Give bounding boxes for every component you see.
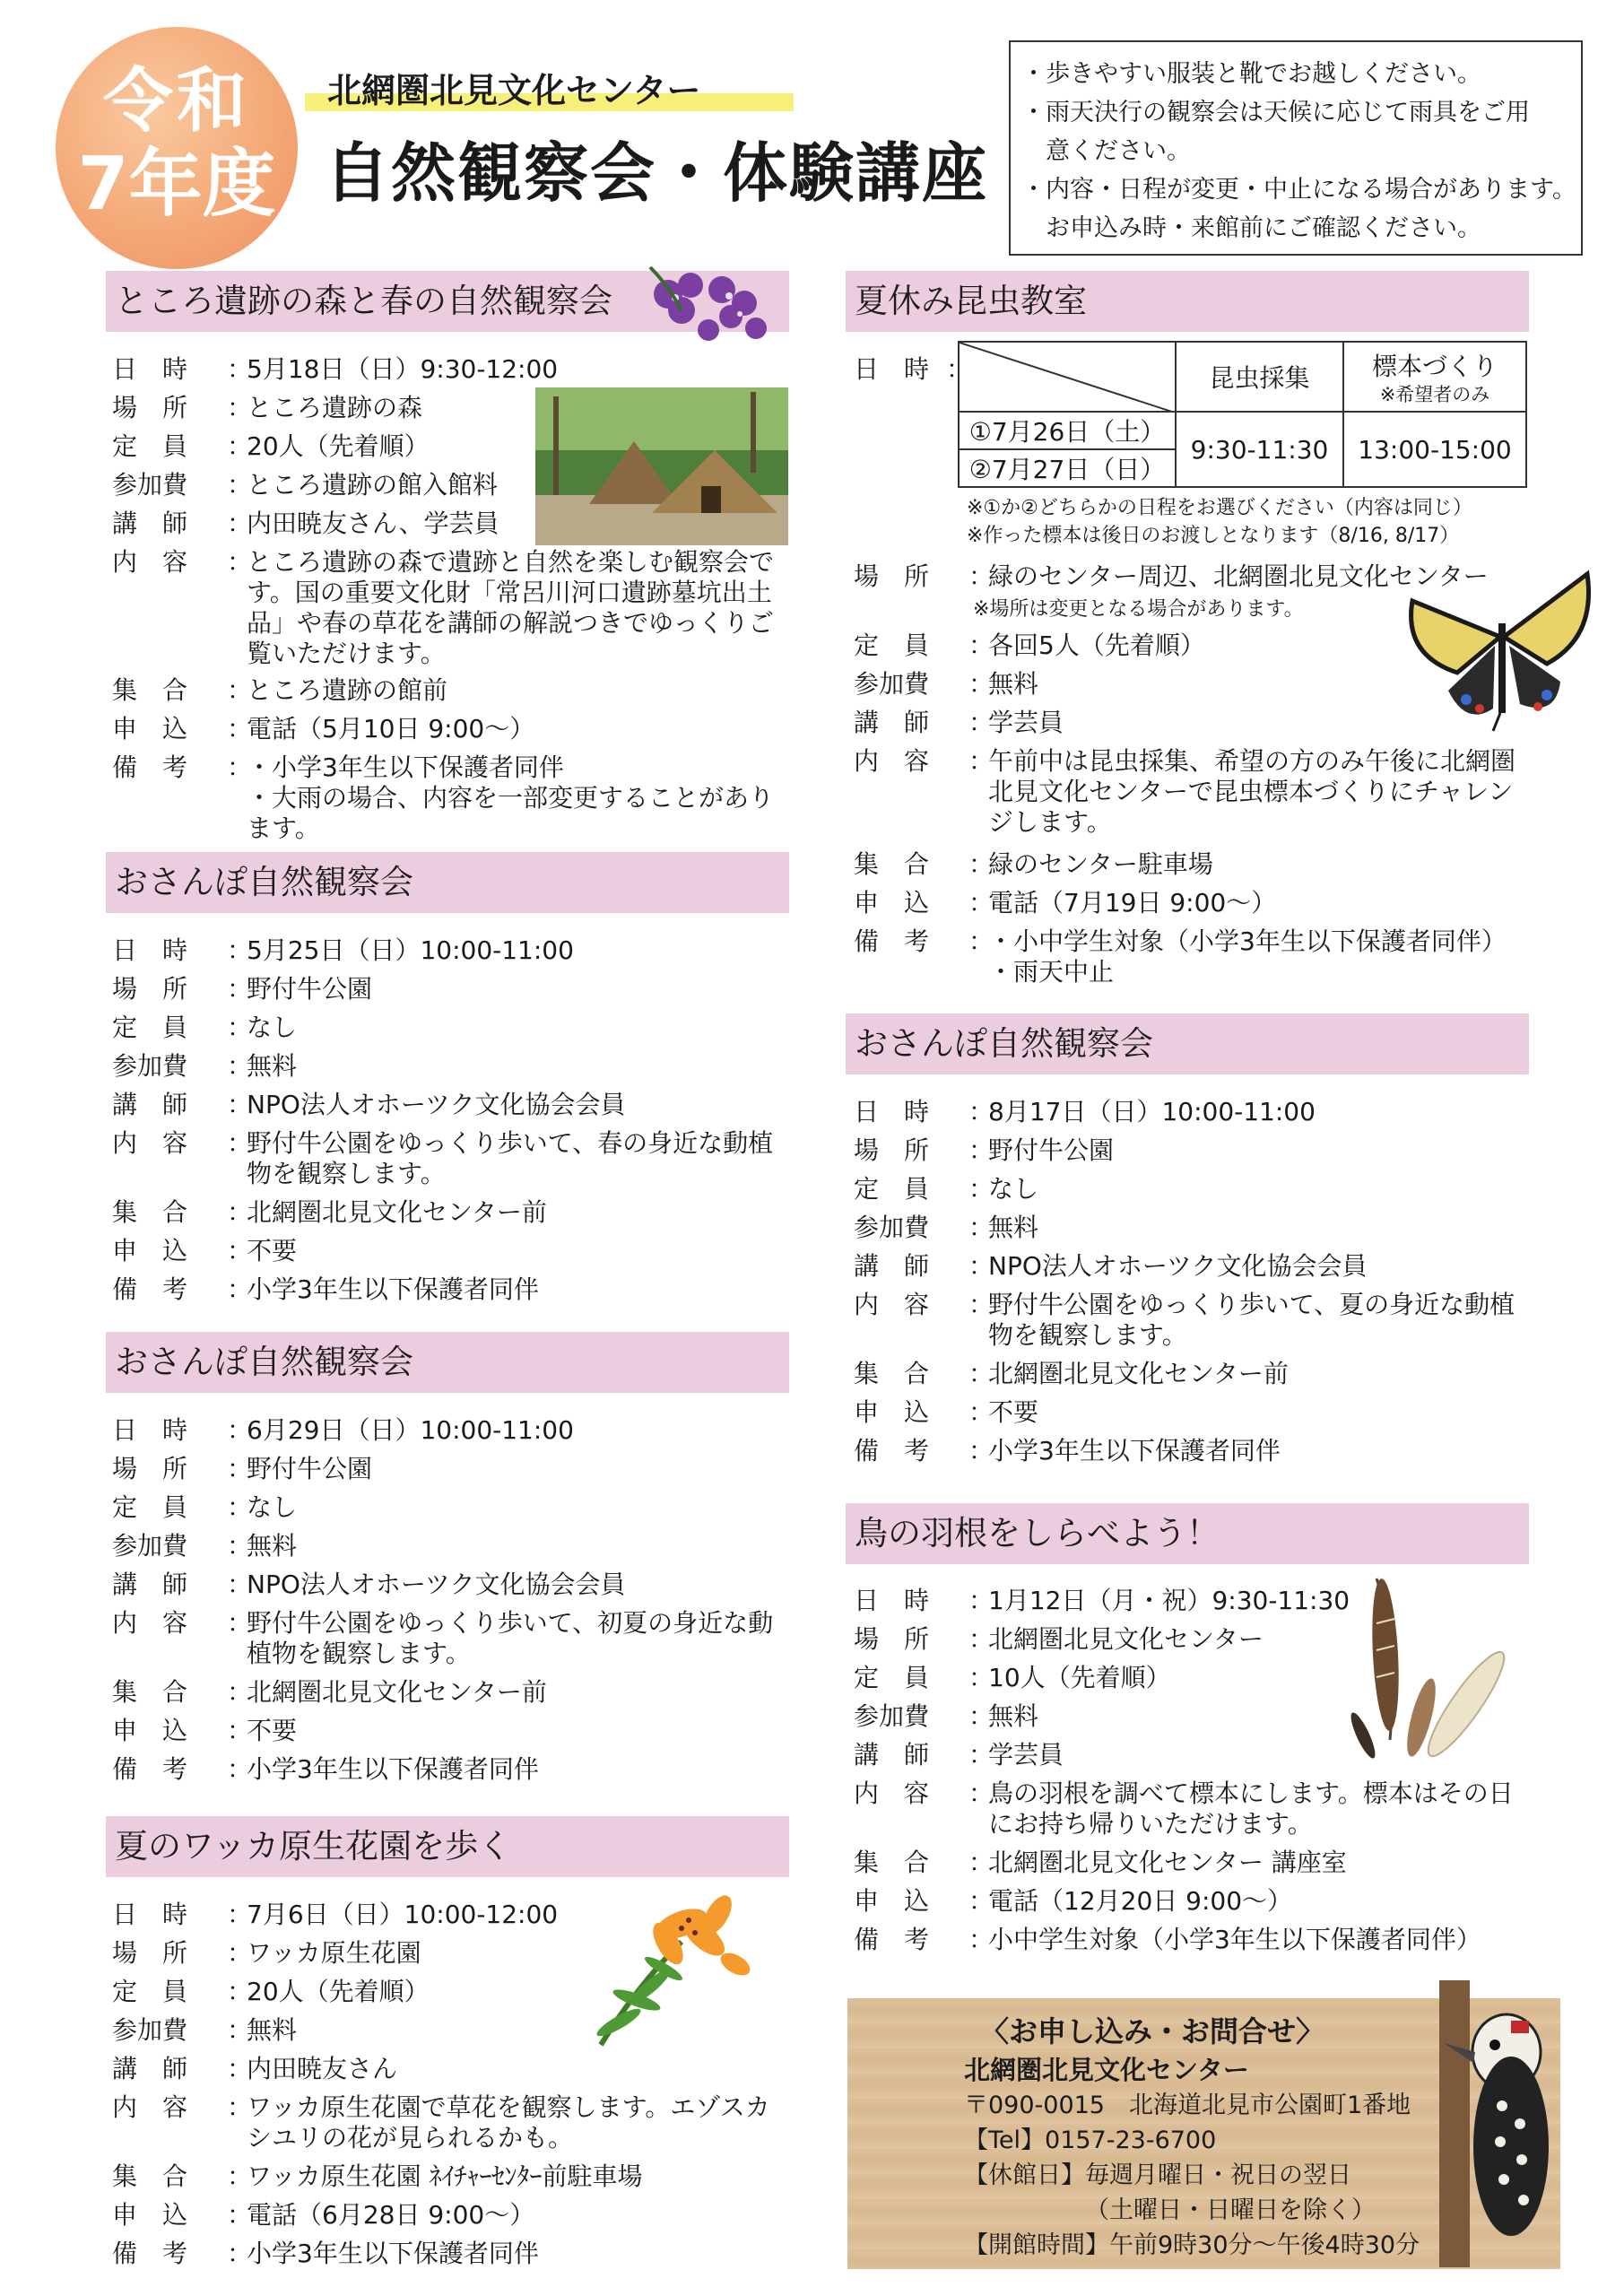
label-date: 日 時 [854,1586,930,1615]
event-row [112,1415,776,1446]
label-remarks: 備 考 [112,1274,188,1304]
colon: ： [227,2054,253,2083]
colon: ： [227,2092,253,2122]
colon: ： [968,1290,994,1319]
fee-value: ところ遺跡の館入館料 [247,470,499,500]
contact-address: 〒090-0015 北海道北見市公園町1番地 [964,2092,1411,2119]
colon: ： [227,1492,253,1522]
label-capacity: 定 員 [112,1013,188,1042]
colon: ： [227,2200,253,2230]
label-apply: 申 込 [112,1236,188,1265]
colon: ： [227,1051,253,1081]
lecturer-value: NPO法人オホーツク文化協会会員 [247,1090,626,1119]
label-lecturer: 講 師 [112,2054,188,2083]
meet-value: 北網圏北見文化センター前 [247,1197,547,1227]
event-row [854,1097,1535,1127]
apply-value: 不要 [247,1716,298,1745]
lecturer-value: NPO法人オホーツク文化協会会員 [988,1251,1368,1281]
colon: ： [968,1701,994,1731]
label-capacity: 定 員 [854,1174,930,1204]
colon: ： [227,1128,253,1158]
lecturer-value: 学芸員 [988,708,1064,737]
notice-box [1009,40,1583,256]
event-row [112,752,776,844]
label-fee: 参加費 [854,1701,930,1731]
badge-era: 令和 [102,61,250,142]
event-row [112,431,525,462]
place-value: 北網圏北見文化センター [988,1624,1264,1654]
colon: ： [227,974,253,1004]
event-row [854,926,1535,987]
colon: ： [227,1900,253,1929]
capacity-value: 10人（先着順） [988,1663,1171,1692]
colon: ： [968,1397,994,1427]
colon: ： [968,1663,994,1692]
label-apply: 申 込 [112,1716,188,1745]
label-date: 日 時 [112,935,188,965]
date-value: 5月25日（日）10:00-11:00 [247,935,574,965]
lecturer-value: 内田暁友さん、学芸員 [247,509,499,538]
badge-year: 7年度 [77,142,276,227]
colon: ： [968,849,994,879]
event-row [112,393,525,423]
label-content: 内 容 [112,547,188,577]
table-cell-day: ①7月26日（土） [959,412,1176,449]
label-place: 場 所 [854,1624,930,1654]
event-row [112,1754,776,1785]
label-date: 日 時 [854,354,930,384]
remarks-value: 小中学生対象（小学3年生以下保護者同伴） [988,1925,1481,1954]
apply-value: 電話（7月19日 9:00～） [988,888,1277,918]
organizer-name: 北網圏北見文化センター [327,71,701,110]
event-row [112,2015,560,2046]
colon: ： [227,393,253,422]
colon: ： [227,1716,253,1745]
apply-value: 電話（6月28日 9:00～） [247,2200,535,2230]
apply-value: 不要 [247,1236,298,1265]
colon: ： [227,2015,253,2045]
colon: ： [968,1848,994,1877]
event-row [854,708,1356,738]
label-meet: 集 合 [854,1848,930,1877]
fee-value: 無料 [988,669,1039,699]
label-fee: 参加費 [112,1051,188,1081]
event-row [854,1886,1535,1917]
label-meet: 集 合 [112,675,188,705]
event-row [854,1290,1535,1351]
remarks-value: 小学3年生以下保護者同伴 [247,1754,539,1784]
label-place: 場 所 [112,974,188,1004]
date-value: 7月6日（日）10:00-12:00 [247,1900,559,1929]
content-value: 鳥の羽根を調べて標本にします。標本はその日にお持ち帰りいただけます。 [988,1779,1514,1839]
meet-value: ところ遺跡の館前 [247,675,448,705]
colon: ： [227,470,253,500]
remarks-value [988,926,1535,987]
label-date: 日 時 [112,354,188,384]
remark-line: ・小学3年生以下保護者同伴 [247,752,564,782]
place-value: ところ遺跡の森 [247,393,423,422]
event-row [112,1197,776,1228]
notice-line: 意ください。 [1046,137,1191,165]
event-row [112,1454,776,1484]
section-heading: 夏休み昆虫教室 [846,271,1529,332]
capacity-value: なし [247,1013,298,1042]
label-content: 内 容 [854,1290,930,1319]
colon: ： [946,354,972,384]
label-place: 場 所 [854,1135,930,1165]
label-remarks: 備 考 [112,1754,188,1784]
capacity-value: 20人（先着順） [247,431,430,461]
diagonal-line [960,343,1175,413]
colon: ： [227,935,253,965]
event-row [112,675,776,706]
event-row [112,1492,776,1523]
colon: ： [227,1454,253,1483]
event-row [854,354,961,385]
content-value: 野付牛公園をゆっくり歩いて、春の身近な動植物を観察します。 [247,1128,774,1188]
event-row [854,561,1535,592]
date-value: 1月12日（月・祝）9:30-11:30 [988,1586,1350,1615]
label-content: 内 容 [854,1779,930,1808]
event-row [112,1677,776,1708]
colon: ： [227,752,253,782]
event-row [112,1977,560,2007]
colon: ： [968,1779,994,1808]
apply-value: 不要 [988,1397,1039,1427]
pit-dwelling-photo [535,387,788,545]
place-value: 野付牛公園 [247,1454,373,1483]
colon: ： [968,631,994,660]
table-cell-time: 9:30-11:30 [1176,412,1343,487]
colon: ： [968,669,994,699]
table-header-note: ※希望者のみ [1379,384,1490,405]
date-value: 5月18日（日）9:30-12:00 [247,354,559,384]
contact-closed: 【休館日】毎週月曜日・祝日の翌日 [964,2161,1351,2189]
label-meet: 集 合 [854,849,930,879]
fee-value: 無料 [247,1051,298,1081]
apply-value: 電話（12月20日 9:00～） [988,1886,1293,1916]
label-fee: 参加費 [854,1213,930,1242]
label-capacity: 定 員 [854,631,930,660]
colon: ： [227,1608,253,1638]
label-apply: 申 込 [854,1397,930,1427]
place-note: ※場所は変更となる場合があります。 [973,598,1304,621]
colon: ： [968,708,994,737]
contact-hours: 【開館時間】午前9時30分～午後4時30分 [964,2231,1420,2259]
label-place: 場 所 [112,1454,188,1483]
event-row [112,509,534,539]
contact-closed-note: （土曜日・日曜日を除く） [1085,2196,1376,2224]
remark-line: ・小中学生対象（小学3年生以下保護者同伴） [988,926,1507,956]
meet-value: 緑のセンター駐車場 [988,849,1213,879]
label-date: 日 時 [112,1415,188,1445]
colon: ： [227,1197,253,1227]
section-heading: おさんぽ自然観察会 [106,1332,789,1393]
event-row [854,1436,1535,1466]
contact-box [847,1998,1560,2269]
label-fee: 参加費 [854,669,930,699]
label-date: 日 時 [854,1097,930,1126]
section-heading: 鳥の羽根をしらべよう！ [846,1503,1529,1564]
colon: ： [227,1236,253,1265]
section-heading: 夏のワッカ原生花園を歩く [106,1816,789,1877]
content-value: 午前中は昆虫採集、希望の方のみ午後に北網圏北見文化センターで昆虫標本づくりにチャレンジします。 [988,746,1516,837]
label-date: 日 時 [112,1900,188,1929]
remarks-value: 小学3年生以下保護者同伴 [988,1436,1281,1465]
colon: ： [227,1754,253,1784]
label-capacity: 定 員 [112,431,188,461]
event-row [854,1701,1356,1732]
colon: ： [968,1174,994,1204]
label-place: 場 所 [854,561,930,591]
lecturer-value: NPO法人オホーツク文化協会会員 [247,1570,626,1599]
colon: ： [968,746,994,776]
event-row [854,1359,1535,1389]
label-fee: 参加費 [112,470,188,500]
colon: ： [227,1531,253,1561]
table-header-cell [1343,342,1526,412]
label-fee: 参加費 [112,1531,188,1561]
bird-feathers-illustration [1336,1570,1529,1776]
label-content: 内 容 [112,2092,188,2122]
place-value: 緑のセンター周辺、北網圏北見文化センター [988,561,1489,591]
event-row [854,1213,1535,1243]
event-row [854,1925,1535,1955]
section-heading: おさんぽ自然観察会 [846,1013,1529,1074]
colon: ： [227,509,253,538]
event-row [854,849,1535,880]
label-place: 場 所 [112,393,188,422]
content-value: ワッカ原生花園で草花を観察します。エゾスカシユリの花が見られるかも。 [247,2092,770,2152]
label-fee: 参加費 [112,2015,188,2045]
notice-line: ・歩きやすい服装と靴でお越しください。 [1021,60,1481,88]
colon: ： [227,1677,253,1707]
colon: ： [227,2239,253,2268]
colon: ： [968,1135,994,1165]
label-meet: 集 合 [854,1359,930,1388]
date-value: 6月29日（日）10:00-11:00 [247,1415,574,1445]
event-row [854,1740,1356,1770]
colon: ： [968,1624,994,1654]
label-remarks: 備 考 [112,752,188,782]
colon: ： [968,1359,994,1388]
event-row [854,1174,1535,1205]
colon: ： [968,888,994,918]
colon: ： [227,1013,253,1042]
colon: ： [968,1886,994,1916]
event-row [112,1128,776,1189]
meet-value: 北網圏北見文化センター前 [988,1359,1289,1388]
label-lecturer: 講 師 [112,509,188,538]
remarks-value [247,752,776,844]
event-row [112,1236,776,1266]
remarks-value: 小学3年生以下保護者同伴 [247,1274,539,1304]
label-apply: 申 込 [854,1886,930,1916]
fee-value: 無料 [988,1213,1039,1242]
table-header-cell: 昆虫採集 [1176,342,1343,412]
colon: ： [227,675,253,705]
lecturer-value: 学芸員 [988,1740,1064,1770]
contact-tel: 【Tel】0157-23-6700 [964,2126,1217,2154]
event-row [112,354,776,385]
remark-line: ・雨天中止 [988,957,1115,987]
year-badge [56,27,298,269]
label-lecturer: 講 師 [112,1570,188,1599]
event-row [112,1531,776,1561]
label-meet: 集 合 [112,1677,188,1707]
colon: ： [227,2161,253,2191]
label-place: 場 所 [112,1938,188,1968]
label-remarks: 備 考 [854,1925,930,1954]
colon: ： [968,1213,994,1242]
section-heading: おさんぽ自然観察会 [106,852,789,913]
label-content: 内 容 [112,1608,188,1638]
colon: ： [227,1090,253,1119]
event-row [112,470,534,500]
colon: ： [227,1570,253,1599]
event-row [854,631,1356,661]
colon: ： [227,431,253,461]
schedule-note: ※①か②どちらかの日程をお選びください（内容は同じ） [967,497,1472,519]
event-row [112,714,776,744]
fee-value: 無料 [988,1701,1039,1731]
label-remarks: 備 考 [112,2239,188,2268]
table-corner-cell [959,342,1176,412]
table-header-label: 標本づくり [1371,352,1498,381]
date-value: 8月17日（日）10:00-11:00 [988,1097,1316,1126]
fee-value: 無料 [247,2015,298,2045]
capacity-value: 各回5人（先着順） [988,631,1205,660]
colon: ： [968,1740,994,1770]
table-cell-time: 13:00-15:00 [1343,412,1526,487]
event-row [112,1013,776,1043]
label-remarks: 備 考 [854,926,930,956]
event-row [112,1938,560,1969]
place-value: 野付牛公園 [988,1135,1115,1165]
event-row [854,1135,1535,1166]
label-lecturer: 講 師 [854,708,930,737]
place-value: 野付牛公園 [247,974,373,1004]
label-capacity: 定 員 [854,1663,930,1692]
label-apply: 申 込 [112,2200,188,2230]
event-row [112,2239,776,2269]
event-row [854,1586,1356,1616]
event-row [112,1051,776,1082]
colon: ： [227,1938,253,1968]
schedule-table [958,341,1527,488]
label-apply: 申 込 [854,888,930,918]
colon: ： [227,547,253,577]
event-row [854,1251,1535,1282]
colon: ： [968,926,994,956]
lecturer-value: 内田暁友さん [247,2054,398,2083]
label-meet: 集 合 [112,1197,188,1227]
apply-value: 電話（5月10日 9:00～） [247,714,535,744]
event-row [854,746,1535,838]
event-row [112,974,776,1004]
colon: ： [968,1097,994,1126]
label-lecturer: 講 師 [854,1251,930,1281]
colon: ： [968,1586,994,1615]
label-meet: 集 合 [112,2161,188,2191]
contact-org: 北網圏北見文化センター [964,2055,1249,2085]
event-row [854,888,1535,918]
colon: ： [227,714,253,744]
label-content: 内 容 [112,1128,188,1158]
notice-line: ・内容・日程が変更・中止になる場合があります。 [1021,176,1576,204]
event-row [112,1900,776,1930]
notice-line: ・雨天決行の観察会は天候に応じて雨具をご用 [1021,99,1530,126]
content-value: ところ遺跡の森で遺跡と自然を楽しむ観察会です。国の重要文化財「常呂川河口遺跡墓坑出土品」や春の草花を講師の解説つきでゆっくりご覧いただけます。 [247,547,775,668]
event-row [112,1716,776,1746]
event-row [854,1779,1535,1839]
notice-line: お申込み時・来館前にご確認ください。 [1046,214,1481,242]
event-row [854,669,1356,700]
event-row [854,1848,1535,1878]
colon: ： [968,1436,994,1465]
event-row [112,1570,776,1600]
event-row [112,2161,776,2192]
event-row [854,1663,1356,1693]
colon: ： [227,1415,253,1445]
event-row [112,547,776,669]
label-lecturer: 講 師 [854,1740,930,1770]
capacity-value: 20人（先着順） [247,1977,430,2006]
capacity-value: なし [247,1492,298,1522]
event-row [112,1274,776,1305]
event-row [112,2054,560,2084]
meet-value: ワッカ原生花園 ﾈｲﾁｬｰｾﾝﾀｰ前駐車場 [247,2161,643,2191]
event-row [112,1608,776,1669]
colon: ： [968,1251,994,1281]
table-cell-day: ②7月27日（日） [959,449,1176,487]
event-row [854,1624,1356,1655]
capacity-value: なし [988,1174,1039,1204]
contact-title: 〈お申し込み・お問合せ〉 [979,2014,1324,2048]
event-row [112,2092,776,2153]
event-row [112,1090,776,1120]
label-content: 内 容 [854,746,930,776]
section-heading: ところ遺跡の森と春の自然観察会 [106,271,789,332]
schedule-note: ※作った標本は後日のお渡しとなります（8/16, 8/17） [967,525,1460,547]
colon: ： [968,561,994,591]
label-capacity: 定 員 [112,1492,188,1522]
label-lecturer: 講 師 [112,1090,188,1119]
remarks-value: 小学3年生以下保護者同伴 [247,2239,539,2268]
colon: ： [227,354,253,384]
event-row [112,2200,776,2231]
colon: ： [227,1977,253,2006]
meet-value: 北網圏北見文化センター前 [247,1677,547,1707]
violet-flower-illustration [632,258,780,357]
label-capacity: 定 員 [112,1977,188,2006]
page-title: 自然観察会・体験講座 [325,135,989,211]
event-row [854,1397,1535,1428]
event-row [112,935,776,966]
remark-line: ・大雨の場合、内容を一部変更することがあります。 [247,783,775,843]
woodpecker-illustration [1421,1980,1556,2267]
meet-value: 北網圏北見文化センター 講座室 [988,1848,1347,1877]
colon: ： [968,1925,994,1954]
fee-value: 無料 [247,1531,298,1561]
content-value: 野付牛公園をゆっくり歩いて、夏の身近な動植物を観察します。 [988,1290,1515,1350]
label-apply: 申 込 [112,714,188,744]
place-value: ワッカ原生花園 [247,1938,421,1968]
label-remarks: 備 考 [854,1436,930,1465]
colon: ： [227,1274,253,1304]
content-value: 野付牛公園をゆっくり歩いて、初夏の身近な動植物を観察します。 [247,1608,774,1668]
